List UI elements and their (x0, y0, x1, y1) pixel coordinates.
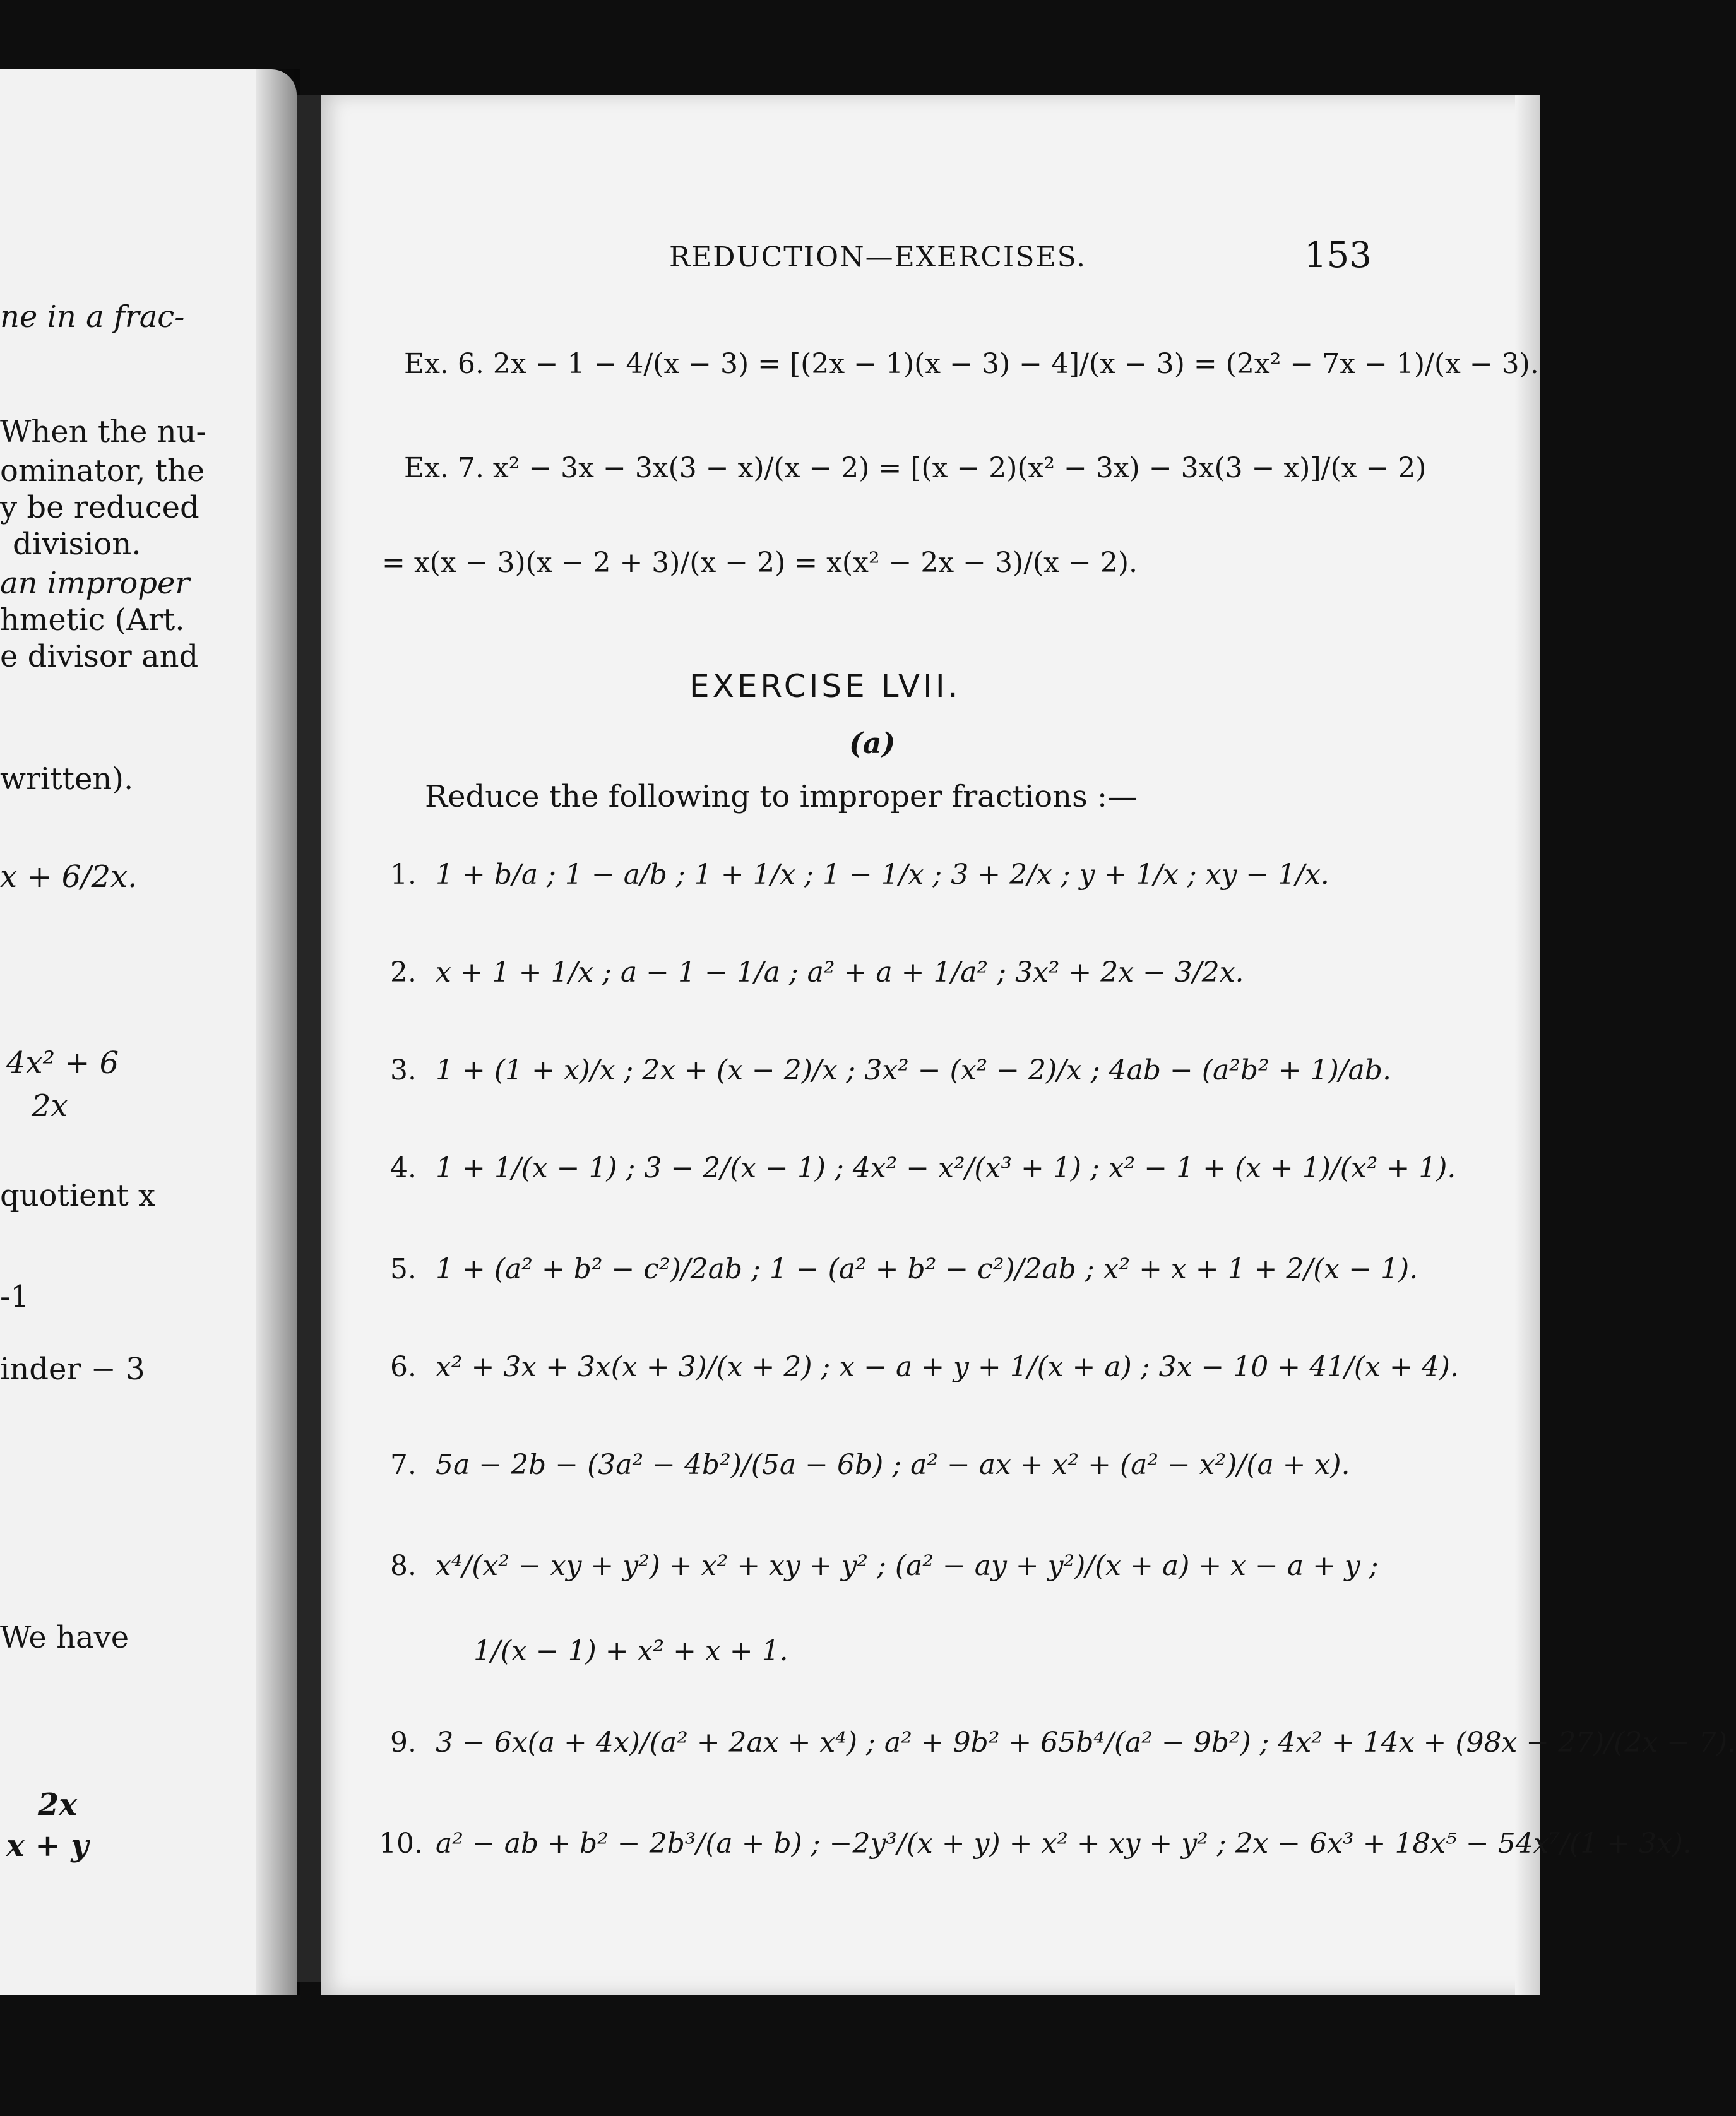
left-line-11: 2x (32, 1088, 68, 1124)
item-expression: 1 + (1 + x)/x ; 2x + (x − 2)/x ; 3x² − (x² − 2)/x ; 4ab − (a²b² + 1)/ab. (436, 1054, 1391, 1086)
item-number: 2. (390, 956, 417, 989)
page-curl-shadow (256, 69, 300, 1995)
item-expression: a² − ab + b² − 2b³/(a + b) ; −2y³/(x + y) + x² + xy + y² ; 2x − 6x³ + 18x⁵ − 54x⁷/(1 + 3x). (436, 1828, 1692, 1860)
item-expression: 1 + (a² + b² − c²)/2ab ; 1 − (a² + b² − c²)/2ab ; x² + x + 1 + 2/(x − 1). (436, 1253, 1418, 1285)
item-number: 1. (390, 859, 417, 891)
left-line-3: y be reduced (0, 490, 199, 525)
left-line-8: written). (0, 761, 134, 797)
example-6: Ex. 6. 2x − 1 − 4/(x − 3) = [(2x − 1)(x − 3) − 4]/(x − 3) = (2x² − 7x − 1)/(x − 3). (404, 348, 1539, 380)
item-expression: x + 1 + 1/x ; a − 1 − 1/a ; a² + a + 1/a² ; 3x² + 2x − 3/2x. (436, 956, 1244, 989)
item-expression: x⁴/(x² − xy + y²) + x² + xy + y² ; (a² − ay + y²)/(x + a) + x − a + y ; (436, 1550, 1379, 1582)
left-line-5: an improper (0, 566, 190, 601)
exercise-instruction: Reduce the following to improper fractions :— (425, 779, 1138, 814)
left-line-14: inder − 3 (0, 1352, 145, 1387)
example-7: Ex. 7. x² − 3x − 3x(3 − x)/(x − 2) = [(x − 2)(x² − 3x) − 3x(3 − x)]/(x − 2) (404, 452, 1427, 484)
item-number: 6. (390, 1351, 417, 1383)
exercise-subsection: (a) (849, 726, 896, 760)
example-7-continued: = x(x − 3)(x − 2 + 3)/(x − 2) = x(x² − 2x − 3)/(x − 2). (382, 547, 1138, 579)
exercise-title: EXERCISE LVII. (689, 668, 961, 704)
left-page (0, 69, 297, 1995)
item-number: 3. (390, 1054, 417, 1086)
left-line-6: hmetic (Art. (0, 602, 185, 638)
left-line-12: quotient x (0, 1178, 156, 1213)
left-line-0: ne in a frac- (0, 299, 185, 335)
item-expression: 1 + b/a ; 1 − a/b ; 1 + 1/x ; 1 − 1/x ; 3 + 2/x ; y + 1/x ; xy − 1/x. (436, 859, 1329, 891)
item-number: 10. (379, 1828, 423, 1860)
left-line-10: 4x² + 6 (6, 1045, 119, 1081)
left-line-7: e divisor and (0, 639, 199, 674)
item-expression: 5a − 2b − (3a² − 4b²)/(5a − 6b) ; a² − ax + x² + (a² − x²)/(a + x). (436, 1449, 1350, 1481)
left-line-2: ominator, the (0, 453, 205, 489)
item-expression: 1 + 1/(x − 1) ; 3 − 2/(x − 1) ; 4x² − x²/(x³ + 1) ; x² − 1 + (x + 1)/(x² + 1). (436, 1152, 1456, 1184)
item-expression: 3 − 6x(a + 4x)/(a² + 2ax + x⁴) ; a² + 9b² + 65b⁴/(a² − 9b²) ; 4x² + 14x + (98x − 27)/(2x − 7). (436, 1727, 1736, 1759)
left-line-9: x + 6/2x. (0, 859, 138, 895)
left-line-15: We have (0, 1620, 129, 1655)
running-head: REDUCTION—EXERCISES. (669, 241, 1087, 273)
item-number: 8. (390, 1550, 417, 1582)
item-expression: x² + 3x + 3x(x + 3)/(x + 2) ; x − a + y + 1/(x + a) ; 3x − 10 + 41/(x + 4). (436, 1351, 1459, 1383)
left-line-17: x + y (6, 1828, 89, 1863)
left-line-16: 2x (38, 1787, 78, 1822)
item-expression: 1/(x − 1) + x² + x + 1. (473, 1635, 788, 1667)
left-line-13: -1 (0, 1279, 30, 1314)
left-line-4: division. (13, 526, 141, 562)
page-number: 153 (1304, 235, 1372, 276)
left-line-1: When the nu- (0, 414, 206, 449)
item-number: 7. (390, 1449, 417, 1481)
item-number: 4. (390, 1152, 417, 1184)
item-number: 5. (390, 1253, 417, 1285)
item-number: 9. (390, 1727, 417, 1759)
